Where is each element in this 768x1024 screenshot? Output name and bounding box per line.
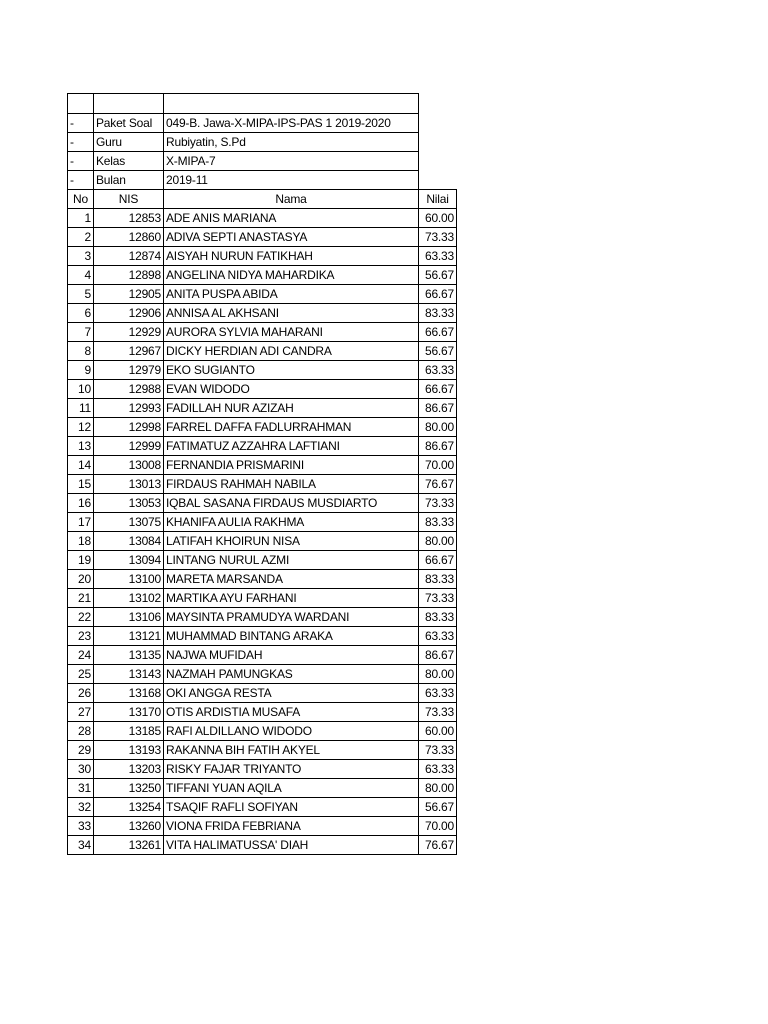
row-nama: VIONA FRIDA FEBRIANA: [164, 817, 419, 836]
table-row: [68, 456, 457, 475]
row-nama: ANGELINA NIDYA MAHARDIKA: [164, 266, 419, 285]
row-no: 4: [68, 266, 94, 285]
meta-dash: -: [68, 171, 94, 190]
row-nilai: 63.33: [419, 760, 457, 779]
row-no: 28: [68, 722, 94, 741]
row-nis: 13193: [94, 741, 164, 760]
row-no: 16: [68, 494, 94, 513]
row-nis: 13260: [94, 817, 164, 836]
row-nama: FERNANDIA PRISMARINI: [164, 456, 419, 475]
row-nilai: 63.33: [419, 684, 457, 703]
row-nilai: 60.00: [419, 722, 457, 741]
table-row: [68, 399, 457, 418]
table-row: [68, 570, 457, 589]
meta-row-paket-soal: [68, 114, 457, 133]
table-row: [68, 798, 457, 817]
row-nama: EKO SUGIANTO: [164, 361, 419, 380]
row-nama: ADE ANIS MARIANA: [164, 209, 419, 228]
row-nama: MUHAMMAD BINTANG ARAKA: [164, 627, 419, 646]
table-row: [68, 247, 457, 266]
table-row: [68, 627, 457, 646]
paket-soal-value: 049-B. Jawa-X-MIPA-IPS-PAS 1 2019-2020: [164, 114, 419, 133]
row-nilai: 80.00: [419, 665, 457, 684]
row-no: 12: [68, 418, 94, 437]
row-nilai: 80.00: [419, 532, 457, 551]
kelas-value: X-MIPA-7: [164, 152, 419, 171]
row-nis: 13053: [94, 494, 164, 513]
row-no: 22: [68, 608, 94, 627]
table-row: [68, 266, 457, 285]
row-nilai: 83.33: [419, 570, 457, 589]
meta-row-kelas: [68, 152, 457, 171]
table-row: [68, 494, 457, 513]
row-no: 17: [68, 513, 94, 532]
row-no: 23: [68, 627, 94, 646]
guru-value: Rubiyatin, S.Pd: [164, 133, 419, 152]
row-nama: ANITA PUSPA ABIDA: [164, 285, 419, 304]
row-nis: 13254: [94, 798, 164, 817]
row-no: 5: [68, 285, 94, 304]
column-header-no: No: [68, 190, 94, 209]
row-nis: 13013: [94, 475, 164, 494]
row-nis: 12993: [94, 399, 164, 418]
row-no: 14: [68, 456, 94, 475]
row-nama: DICKY HERDIAN ADI CANDRA: [164, 342, 419, 361]
table-row: [68, 665, 457, 684]
table-row: [68, 532, 457, 551]
row-nilai: 80.00: [419, 779, 457, 798]
row-no: 29: [68, 741, 94, 760]
row-nilai: 76.67: [419, 836, 457, 855]
row-nama: FARREL DAFFA FADLURRAHMAN: [164, 418, 419, 437]
row-no: 19: [68, 551, 94, 570]
row-nilai: 73.33: [419, 494, 457, 513]
kelas-label: Kelas: [94, 152, 164, 171]
row-nama: RAFI ALDILLANO WIDODO: [164, 722, 419, 741]
table-row: [68, 836, 457, 855]
table-row: [68, 304, 457, 323]
row-nama: LINTANG NURUL AZMI: [164, 551, 419, 570]
row-no: 26: [68, 684, 94, 703]
row-no: 15: [68, 475, 94, 494]
row-no: 3: [68, 247, 94, 266]
table-row: [68, 475, 457, 494]
bulan-label: Bulan: [94, 171, 164, 190]
meta-dash: -: [68, 133, 94, 152]
row-nama: OTIS ARDISTIA MUSAFA: [164, 703, 419, 722]
row-nilai: 73.33: [419, 228, 457, 247]
row-no: 34: [68, 836, 94, 855]
row-nilai: 73.33: [419, 703, 457, 722]
row-nilai: 56.67: [419, 798, 457, 817]
row-nis: 13121: [94, 627, 164, 646]
row-nama: TSAQIF RAFLI SOFIYAN: [164, 798, 419, 817]
bulan-value: 2019-11: [164, 171, 419, 190]
row-nama: AISYAH NURUN FATIKHAH: [164, 247, 419, 266]
row-nis: 13102: [94, 589, 164, 608]
row-nilai: 73.33: [419, 741, 457, 760]
meta-dash: -: [68, 114, 94, 133]
row-nama: TIFFANI YUAN AQILA: [164, 779, 419, 798]
row-no: 21: [68, 589, 94, 608]
row-no: 7: [68, 323, 94, 342]
row-nilai: 86.67: [419, 399, 457, 418]
row-nis: 12979: [94, 361, 164, 380]
row-nilai: 73.33: [419, 589, 457, 608]
row-nama: FATIMATUZ AZZAHRA LAFTIANI: [164, 437, 419, 456]
row-nama: IQBAL SASANA FIRDAUS MUSDIARTO: [164, 494, 419, 513]
grade-table: [67, 93, 457, 855]
row-nilai: 66.67: [419, 323, 457, 342]
row-nis: 13143: [94, 665, 164, 684]
table-row: [68, 703, 457, 722]
meta-spacer-row: [68, 94, 457, 114]
column-header-nama: Nama: [164, 190, 419, 209]
row-nilai: 66.67: [419, 285, 457, 304]
row-nilai: 63.33: [419, 627, 457, 646]
table-row: [68, 342, 457, 361]
row-nilai: 80.00: [419, 418, 457, 437]
row-nilai: 86.67: [419, 646, 457, 665]
table-row: [68, 646, 457, 665]
column-header-nis: NIS: [94, 190, 164, 209]
row-nis: 12898: [94, 266, 164, 285]
row-no: 24: [68, 646, 94, 665]
row-nilai: 66.67: [419, 551, 457, 570]
table-row: [68, 722, 457, 741]
row-no: 8: [68, 342, 94, 361]
row-nilai: 76.67: [419, 475, 457, 494]
row-no: 10: [68, 380, 94, 399]
row-nilai: 56.67: [419, 342, 457, 361]
row-nis: 12905: [94, 285, 164, 304]
table-row: [68, 285, 457, 304]
row-nama: EVAN WIDODO: [164, 380, 419, 399]
table-row: [68, 228, 457, 247]
row-nama: OKI ANGGA RESTA: [164, 684, 419, 703]
table-row: [68, 418, 457, 437]
meta-row-guru: [68, 133, 457, 152]
row-no: 32: [68, 798, 94, 817]
row-nis: 12988: [94, 380, 164, 399]
row-nilai: 86.67: [419, 437, 457, 456]
grade-sheet: [67, 93, 457, 855]
row-nis: 13185: [94, 722, 164, 741]
row-nis: 12967: [94, 342, 164, 361]
row-nis: 12874: [94, 247, 164, 266]
table-row: [68, 589, 457, 608]
row-nilai: 83.33: [419, 608, 457, 627]
row-no: 13: [68, 437, 94, 456]
row-no: 25: [68, 665, 94, 684]
paket-soal-label: Paket Soal: [94, 114, 164, 133]
row-nama: MAYSINTA PRAMUDYA WARDANI: [164, 608, 419, 627]
row-nama: ADIVA SEPTI ANASTASYA: [164, 228, 419, 247]
table-row: [68, 779, 457, 798]
row-nama: LATIFAH KHOIRUN NISA: [164, 532, 419, 551]
row-nilai: 56.67: [419, 266, 457, 285]
row-nama: NAJWA MUFIDAH: [164, 646, 419, 665]
table-row: [68, 817, 457, 836]
table-header-row: [68, 190, 457, 209]
table-row: [68, 209, 457, 228]
meta-row-bulan: [68, 171, 457, 190]
row-nis: 13008: [94, 456, 164, 475]
row-nis: 12929: [94, 323, 164, 342]
table-row: [68, 437, 457, 456]
row-nilai: 63.33: [419, 361, 457, 380]
row-nis: 13106: [94, 608, 164, 627]
table-row: [68, 551, 457, 570]
row-nis: 12860: [94, 228, 164, 247]
row-nilai: 83.33: [419, 304, 457, 323]
row-no: 18: [68, 532, 94, 551]
row-nama: VITA HALIMATUSSA' DIAH: [164, 836, 419, 855]
row-nama: MARETA MARSANDA: [164, 570, 419, 589]
row-nama: FIRDAUS RAHMAH NABILA: [164, 475, 419, 494]
meta-dash: -: [68, 152, 94, 171]
row-nis: 13135: [94, 646, 164, 665]
row-nis: 13084: [94, 532, 164, 551]
table-row: [68, 741, 457, 760]
row-nilai: 83.33: [419, 513, 457, 532]
student-rows: [68, 209, 457, 855]
row-no: 2: [68, 228, 94, 247]
row-nis: 13094: [94, 551, 164, 570]
row-nis: 13261: [94, 836, 164, 855]
table-row: [68, 513, 457, 532]
row-nama: RAKANNA BIH FATIH AKYEL: [164, 741, 419, 760]
table-row: [68, 608, 457, 627]
row-no: 11: [68, 399, 94, 418]
row-nilai: 66.67: [419, 380, 457, 399]
row-nis: 13203: [94, 760, 164, 779]
row-no: 20: [68, 570, 94, 589]
row-nilai: 70.00: [419, 817, 457, 836]
row-no: 31: [68, 779, 94, 798]
table-row: [68, 361, 457, 380]
table-row: [68, 323, 457, 342]
guru-label: Guru: [94, 133, 164, 152]
row-no: 6: [68, 304, 94, 323]
row-nama: AURORA SYLVIA MAHARANI: [164, 323, 419, 342]
row-nis: 12998: [94, 418, 164, 437]
row-nilai: 63.33: [419, 247, 457, 266]
row-nilai: 70.00: [419, 456, 457, 475]
row-nama: NAZMAH PAMUNGKAS: [164, 665, 419, 684]
table-row: [68, 684, 457, 703]
row-nis: 13075: [94, 513, 164, 532]
row-nama: MARTIKA AYU FARHANI: [164, 589, 419, 608]
row-nilai: 60.00: [419, 209, 457, 228]
row-nama: FADILLAH NUR AZIZAH: [164, 399, 419, 418]
table-row: [68, 760, 457, 779]
table-row: [68, 380, 457, 399]
row-nis: 12853: [94, 209, 164, 228]
row-nis: 12999: [94, 437, 164, 456]
row-nama: RISKY FAJAR TRIYANTO: [164, 760, 419, 779]
row-no: 1: [68, 209, 94, 228]
column-header-nilai: Nilai: [419, 190, 457, 209]
row-nis: 13170: [94, 703, 164, 722]
row-nis: 12906: [94, 304, 164, 323]
row-nis: 13168: [94, 684, 164, 703]
row-no: 27: [68, 703, 94, 722]
row-nis: 13100: [94, 570, 164, 589]
row-nama: ANNISA AL AKHSANI: [164, 304, 419, 323]
row-nama: KHANIFA AULIA RAKHMA: [164, 513, 419, 532]
row-nis: 13250: [94, 779, 164, 798]
row-no: 9: [68, 361, 94, 380]
row-no: 30: [68, 760, 94, 779]
row-no: 33: [68, 817, 94, 836]
